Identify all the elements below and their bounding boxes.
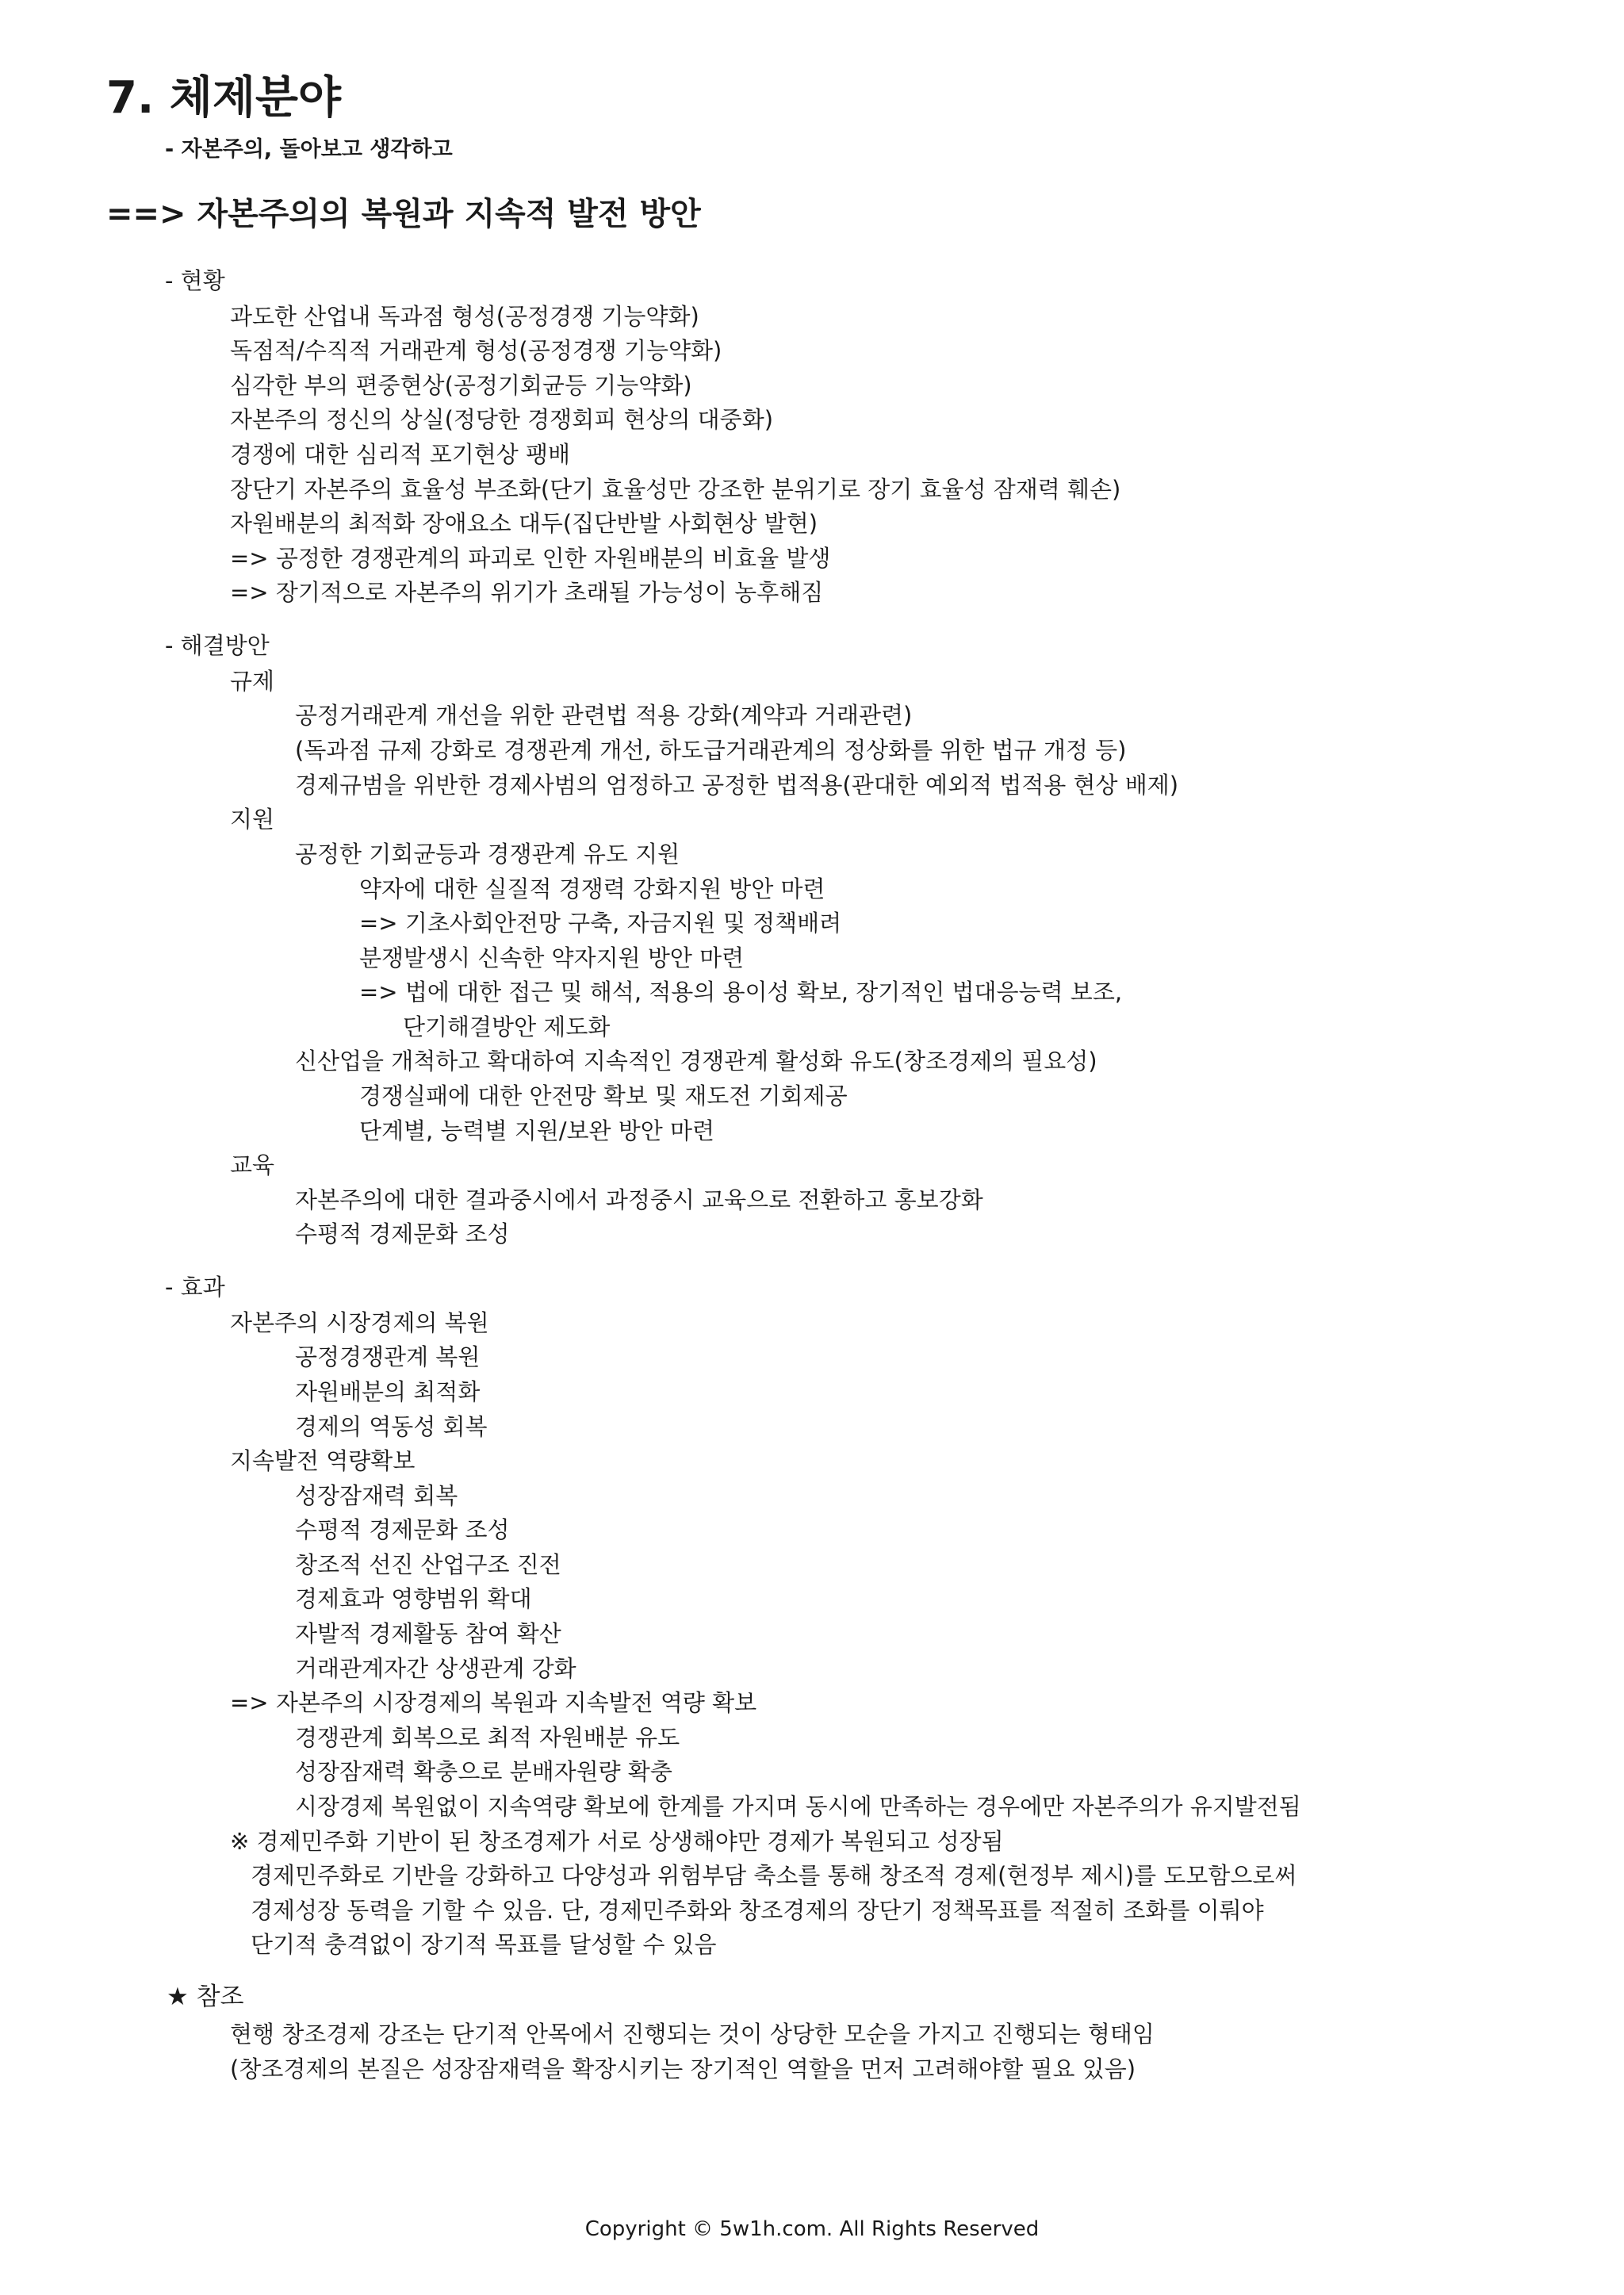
section-heading: ==> 자본주의의 복원과 지속적 발전 방안 xyxy=(106,196,701,232)
list-item: 거래관계자간 상생관계 강화 xyxy=(295,1655,576,1682)
conclusion-line: => 장기적으로 자본주의 위기가 초래될 가능성이 농후해짐 xyxy=(230,579,824,606)
reference-line: (창조경제의 본질은 성장잠재력을 확장시키는 장기적인 역할을 먼저 고려해야할 필요 있음) xyxy=(230,2056,1136,2082)
list-item: 경제효과 영향범위 확대 xyxy=(295,1585,532,1612)
subsection-label-education: 교육 xyxy=(230,1151,275,1178)
conclusion-line: => 자본주의 시장경제의 복원과 지속발전 역량 확보 xyxy=(230,1689,757,1716)
list-item: => 법에 대한 접근 및 해석, 적용의 용이성 확보, 장기적인 법대응능력 보조, xyxy=(359,979,1123,1006)
list-item: 수평적 경제문화 조성 xyxy=(295,1220,510,1247)
subsection-label-support: 지원 xyxy=(230,806,275,833)
reference-line: 현행 창조경제 강조는 단기적 안목에서 진행되는 것이 상당한 모순을 가지고 진행되는 형태임 xyxy=(230,2021,1155,2048)
page-subtitle: - 자본주의, 돌아보고 생각하고 xyxy=(165,137,453,162)
list-item: 경쟁실패에 대한 안전망 확보 및 재도전 기회제공 xyxy=(359,1082,848,1109)
note-line: 단기적 충격없이 장기적 목표를 달성할 수 있음 xyxy=(251,1931,717,1958)
list-item: (독과점 규제 강화로 경쟁관계 개선, 하도급거래관계의 정상화를 위한 법규 개정 등) xyxy=(295,737,1127,764)
subsection-label-regulation: 규제 xyxy=(230,668,275,695)
list-item: 독점적/수직적 거래관계 형성(공정경쟁 기능약화) xyxy=(230,337,722,364)
list-item: 분쟁발생시 신속한 약자지원 방안 마련 xyxy=(359,944,745,971)
list-item: 경제의 역동성 회복 xyxy=(295,1413,488,1440)
list-item: 공정거래관계 개선을 위한 관련법 적용 강화(계약과 거래관련) xyxy=(295,702,913,729)
section-label-reference: ★ 참조 xyxy=(167,1983,244,2011)
list-item: 경제규범을 위반한 경제사범의 엄정하고 공정한 법적용(관대한 예외적 법적용 현상 배제) xyxy=(295,772,1179,799)
subsection-label: 자본주의 시장경제의 복원 xyxy=(230,1309,489,1336)
list-item: 성장잠재력 확충으로 분배자원량 확충 xyxy=(295,1758,672,1785)
section-label-solutions: - 해결방안 xyxy=(165,632,270,659)
note-line: 경제성장 동력을 기할 수 있음. 단, 경제민주화와 창조경제의 장단기 정책목표를 적절히 조화를 이뤄야 xyxy=(251,1897,1264,1924)
page-title: 7. 체제분야 xyxy=(106,72,342,124)
footer-copyright: Copyright © 5w1h.com. All Rights Reserved xyxy=(584,2217,1040,2241)
list-item: 수평적 경제문화 조성 xyxy=(295,1516,510,1543)
list-item: 공정경쟁관계 복원 xyxy=(295,1343,481,1370)
list-item: => 기초사회안전망 구축, 자금지원 및 정책배려 xyxy=(359,910,842,937)
list-item: 경쟁에 대한 심리적 포기현상 팽배 xyxy=(230,441,571,468)
list-item: 시장경제 복원없이 지속역량 확보에 한계를 가지며 동시에 만족하는 경우에만 자본주의가 유지발전됨 xyxy=(295,1793,1301,1820)
list-item: 자원배분의 최적화 xyxy=(295,1378,481,1405)
list-item: 경쟁관계 회복으로 최적 자원배분 유도 xyxy=(295,1724,680,1751)
list-item: 심각한 부의 편중현상(공정기회균등 기능약화) xyxy=(230,372,692,399)
note-line: ※ 경제민주화 기반이 된 창조경제가 서로 상생해야만 경제가 복원되고 성장됨 xyxy=(230,1828,1004,1855)
list-item: 신산업을 개척하고 확대하여 지속적인 경쟁관계 활성화 유도(창조경제의 필요성) xyxy=(295,1048,1097,1075)
section-label-status: - 현황 xyxy=(165,267,225,294)
subsection-label: 지속발전 역량확보 xyxy=(230,1447,416,1474)
list-item: 단기해결방안 제도화 xyxy=(403,1013,611,1040)
list-item: 약자에 대한 실질적 경쟁력 강화지원 방안 마련 xyxy=(359,875,825,902)
list-item: 창조적 선진 산업구조 진전 xyxy=(295,1551,561,1578)
list-item: 자본주의에 대한 결과중시에서 과정중시 교육으로 전환하고 홍보강화 xyxy=(295,1186,983,1213)
note-line: 경제민주화로 기반을 강화하고 다양성과 위험부담 축소를 통해 창조적 경제(현정부 제시)를 도모함으로써 xyxy=(251,1862,1297,1889)
list-item: 공정한 기회균등과 경쟁관계 유도 지원 xyxy=(295,841,680,868)
conclusion-line: => 공정한 경쟁관계의 파괴로 인한 자원배분의 비효율 발생 xyxy=(230,545,831,572)
list-item: 자원배분의 최적화 장애요소 대두(집단반발 사회현상 발현) xyxy=(230,510,818,537)
section-label-effects: - 효과 xyxy=(165,1274,225,1301)
list-item: 자발적 경제활동 참여 확산 xyxy=(295,1620,561,1647)
list-item: 단계별, 능력별 지원/보완 방안 마련 xyxy=(359,1117,715,1144)
list-item: 성장잠재력 회복 xyxy=(295,1482,458,1509)
list-item: 장단기 자본주의 효율성 부조화(단기 효율성만 강조한 분위기로 장기 효율성 잠재력 훼손) xyxy=(230,476,1121,503)
list-item: 자본주의 정신의 상실(정당한 경쟁회피 현상의 대중화) xyxy=(230,406,774,433)
list-item: 과도한 산업내 독과점 형성(공정경쟁 기능약화) xyxy=(230,303,699,330)
